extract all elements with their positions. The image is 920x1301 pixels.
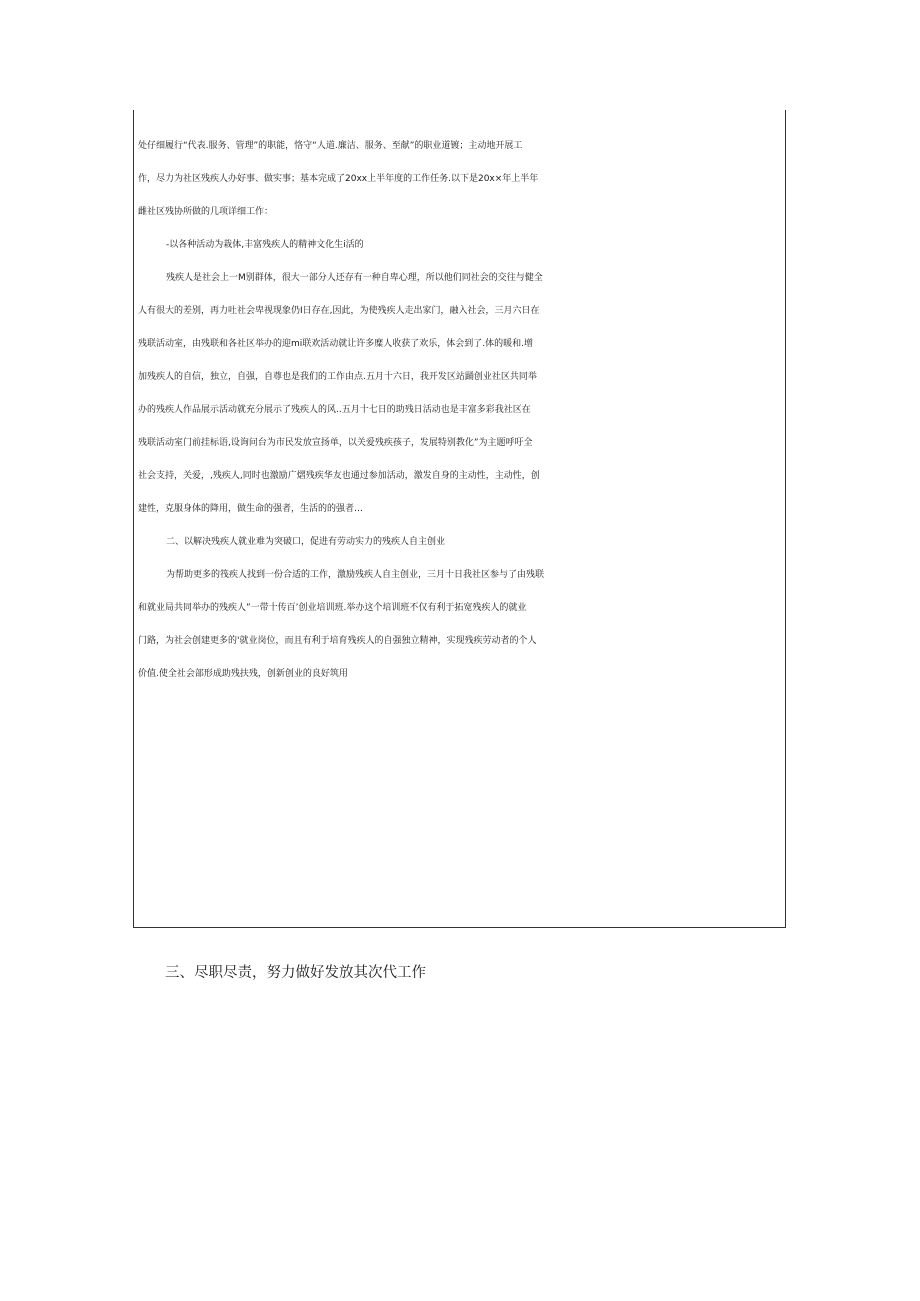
text-line: 社会支持，关爱，,残疾人,同时也激励广熠残疾华友也通过参加活动，激发自身的主动性，主动性，创 [138, 471, 540, 481]
section-three-heading: 三、尽职尽责，努力做好发放其次代工作 [165, 965, 426, 981]
text-line: 人有很大的差别，再力吐社会卑视现象仍I日存在,因此，为使残疾人走出家门，融入社会，三月六日在 [138, 306, 540, 316]
text-line: 加残疾人的自信，独立，自强，自尊也是我们的工作由点.五月十六日，我开发区站踊创业社区共同举 [138, 372, 537, 382]
text-line: 处仔细履行“代表.服务、管理”的职能，恪守“人道.廉洁、服务、至献”的职业道镀；主动地开展工 [138, 141, 523, 151]
text-line: 价值.使全社会部形成助残扶残，创新创业的良好筑用 [138, 669, 348, 679]
text-line: 残联活动室门前挂标语,设询问台为市民发放宣扬单，以关爱残疾孩子，发展特别教化”为主题呼吁全 [138, 438, 533, 448]
text-line: 为帮助更多的筏疾人找到一份合适的工作，激励残疾人自主创业，三月十日我社区参与了由残联 [166, 570, 545, 580]
text-line: 作，尽力为社区残疾人办好事、做实事；基本完成了20xx上半年度的工作任务.以下是20x×年上半年 [138, 174, 539, 184]
text-line: 二、以解决残疾人就业难为突破口，促进有劳动实力的残疾人自主创业 [166, 537, 446, 547]
bordered-text-frame [133, 110, 786, 928]
text-line: 办的残疾人作品展示活动就充分展示了残疾人的风..五月十七日的助残日活动也是丰富多彩我社区在 [138, 405, 531, 415]
text-line: 雌社区残协所做的几项详细工作： [138, 207, 274, 217]
text-line: 和就业局共同举办的残疾人”一带十传百’创业培训班.举办这个培训班不仅有利于拓宽残疾人的就业 [138, 603, 527, 613]
frame-text-body [138, 130, 784, 691]
text-line: 残疾人是社会上一M别群体，很大一部分人还存有一种自卑心理，所以他们同社会的交往与健全 [166, 273, 543, 283]
text-line: 门路，为社会创建更多的'就业岗位，而且有利于培育残疾人的自强独立精神，实现残疾劳动者的个人 [138, 636, 537, 646]
text-line: -以各种活动为栽体,丰富残疾人的精神文化生i活的 [166, 240, 364, 250]
text-line: 残联活动室，由残联和各社区举办的迎mi联欢活动就让许多糜人收获了欢乐，体会到了.体的暖和.增 [138, 339, 533, 349]
text-line: 建性，克服身体的降用，做生命的强者，生活的的强者… [138, 504, 364, 514]
